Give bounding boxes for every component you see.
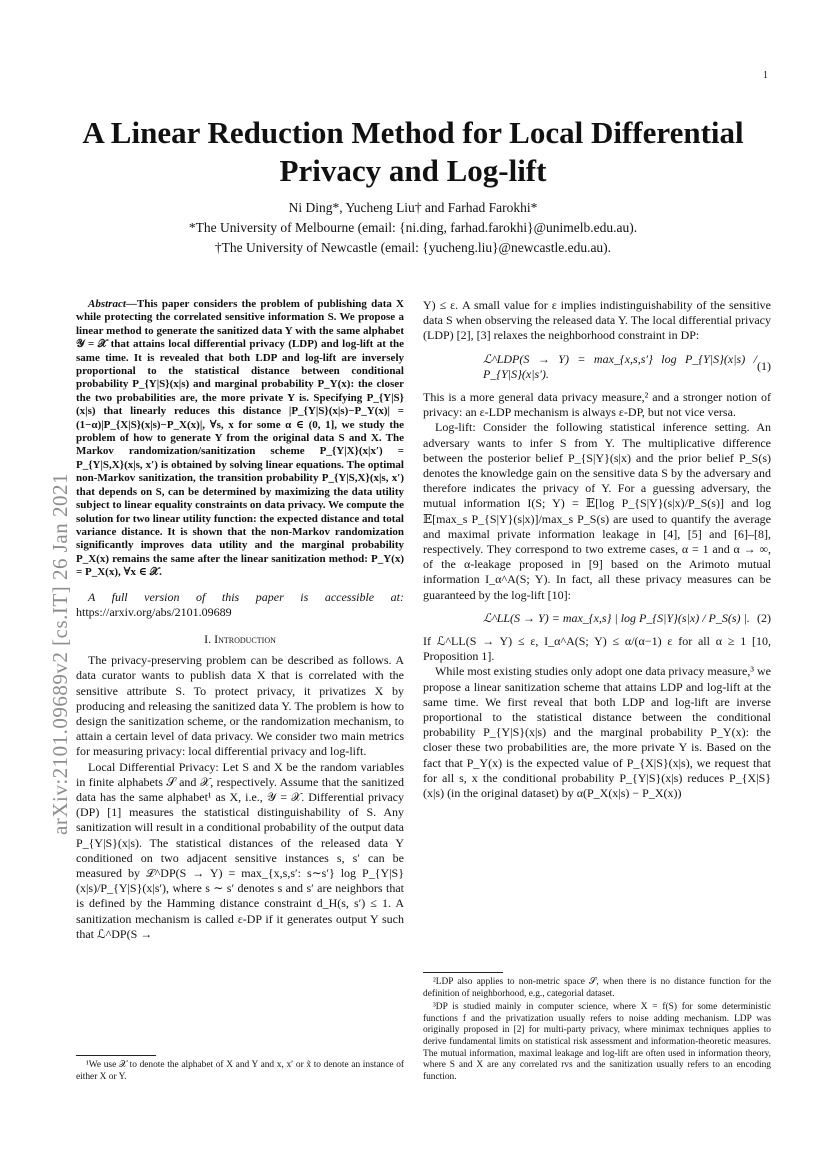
intro-paragraph-ldp: Local Differential Privacy: Let S and X be the random variables in finite alphabets 𝒮 and 𝒳, respectively. Assume that the sanitized data has the same alphabet¹ as X, i.e., 𝒴 = 𝒳. Differential privacy (DP) [1] measures the statistical distinguishability of S. Any sanitization will result in a conditional probability of the output data P_{Y|S}(x|s). The statistical distances of the released data Y conditioned on two adjacent sensitive instances s, s′ can be measured by ℒ^DP(S → Y) = max_{x,s,s′: s∼s′} log P_{Y|S}(x|s)/P_{Y|S}(x|s′), where s ∼ s′ denotes s and s′ are neighbors that is defined by the Hamming distance constraint d_H(s, s′) ≤ 1. A sanitization mechanism is called ε-DP if it generates output Y such that ℒ^DP(S → [76, 759, 404, 941]
full-version-text: A full version of this paper is accessible at: [88, 589, 404, 604]
paper-title: A Linear Reduction Method for Local Differential Privacy and Log-lift [82, 115, 744, 188]
footnote-3: ³DP is studied mainly in computer science, where X = f(S) for some deterministic functions f and the privatization usually refers to noise adding mechanism. LDP was originally proposed in [2] for multi-party privacy, where minimax techniques applies to derive fundamental limits on statistical risk assessment and information-theoretic measures. The mutual information, maximal leakage and log-lift are often used in information theory, where S and X are any correlated rvs and the sanitization usually refers to an encoding function. [423, 1002, 771, 1082]
author-names: Ni Ding*, Yucheng Liu† and Farhad Farokhi* [288, 200, 538, 215]
section-heading-introduction: I. Introduction [204, 631, 276, 646]
footnote-rule [76, 1055, 156, 1056]
footnote-rule-right [423, 972, 503, 973]
full-version-note [76, 590, 404, 620]
arxiv-stamp: arXiv:2101.09689v2 [cs.IT] 26 Jan 2021 [48, 473, 72, 835]
left-column [76, 298, 404, 942]
full-version-link[interactable]: https://arxiv.org/abs/2101.09689 [76, 604, 232, 619]
equation-2-number: (2) [757, 610, 771, 625]
equation-1-number: (1) [757, 359, 771, 374]
page-number: 1 [763, 70, 768, 81]
right-column [423, 298, 771, 801]
right-footnotes [423, 962, 771, 1085]
right-paragraph-2: This is a more general data privacy measure,² and a stronger notion of privacy: an ε-LDP mechanism is always ε-DP, but not vice versa. [423, 390, 771, 420]
right-paragraph-5: While most existing studies only adopt one data privacy measure,³ we propose a linear sanitization scheme that attains LDP and log-lift at the same time. We first reveal that both LDP and log-lift are inverse proportional to the statistical distance between the conditional probability P_{Y|S}(x|s) and the marginal probability P_Y(x): the closer these two probabilities are, the more private Y is. Based on the fact that P_Y(x) is the expected value of P_{X|S}(x|s), we request that for all s, x the conditional probability P_{Y|S}(x|s) reduces P_{X|S}(x|s) (in the original dataset) by α(P_X(x|s) − P_X(x)) [423, 664, 771, 801]
affiliation-newcastle: †The University of Newcastle (email: {yucheng.liu}@newcastle.edu.au). [214, 240, 612, 255]
footnote-2: ²LDP also applies to non-metric space 𝒮, when there is no distance function for the definition of neighborhood, e.g., categorial dataset. [423, 977, 771, 999]
right-paragraph-1: Y) ≤ ε. A small value for ε implies indistinguishability of the sensitive data S when observing the released data Y. The local differential privacy (LDP) [2], [3] relaxes the neighborhood constraint in DP: [423, 298, 771, 343]
abstract-label: Abstract— [88, 298, 137, 310]
affiliation-melbourne: *The University of Melbourne (email: {ni.ding, farhad.farokhi}@unimelb.edu.au). [188, 220, 638, 235]
right-paragraph-4: If ℒ^LL(S → Y) ≤ ε, I_α^A(S; Y) ≤ α/(α−1) ε for all α ≥ 1 [10, Proposition 1]. [423, 634, 771, 664]
intro-paragraph-1: The privacy-preserving problem can be described as follows. A data curator wants to publish data X that is correlated with the sensitive attribute S. To protect privacy, it privatizes X by producing and releasing the sanitized data Y. The problem is how to design the sanitization scheme, or the randomization mechanism, to attain a certain level of data privacy. We consider two main metrics for measuring privacy: local differential privacy and log-lift. [76, 653, 404, 759]
equation-2-body: ℒ^LL(S → Y) = max_{x,s} | log P_{S|Y}(s|x) / P_S(s) |. [483, 610, 750, 625]
author-block [60, 198, 766, 258]
equation-2 [423, 611, 771, 626]
abstract-text: This paper considers the problem of publishing data X while protecting the correlated sensitive information S. We propose a linear method to generate the sanitized data Y with the same alphabet 𝒴 = 𝒳 that attains local differential privacy (LDP) and log-lift at the same time. It is revealed that both LDP and log-lift are inversely proportional to the statistical distance between conditional probability P_{Y|S}(x|s) and marginal probability P_Y(x): the closer the two probabilities are, the more private Y is. Specifying P_{Y|S}(x|s) that linearly reduces this distance |P_{Y|S}(x|s)−P_Y(x)| = (1−α)|P_{X|S}(x|s)−P_X(x)|, ∀s, x for some α ∈ (0, 1], we study the problem of how to generate Y from the original data S and X. The Markov randomization/sanitization scheme P_{Y|X}(x|x′) = P_{Y|S,X}(x|s, x′) is obtained by solving linear equations. The optimal non-Markov sanitization, the transition probability P_{Y|S,X}(x|s, x′) that depends on S, can be determined by maximizing the data utility subject to linear equality constraints on data privacy. We compute the solution for two linear utility function: the expected distance and total variance distance. It is shown that the non-Markov randomization significantly improves data utility and the marginal probability P_X(x) remains the same after the linear sanitization method: P_Y(x) = P_X(x), ∀x ∈ 𝒳. [76, 298, 404, 579]
equation-1 [423, 352, 771, 382]
abstract [76, 298, 404, 580]
log-lift-paragraph: Log-lift: Consider the following statistical inference setting. An adversary wants to infer S from Y. The multiplicative difference between the posterior belief P_{S|Y}(s|x) and the prior belief P_S(s) denotes the knowledge gain on the sensitive data S by the adversary and therefore indicates the privacy of Y. For a guessing adversary, the mutual information I(S; Y) = 𝔼[log P_{S|Y}(s|x)/P_S(s)] and log 𝔼[max_s P_{S|Y}(s|x)]/max_s P_S(s) are used to quantify the average and maximal private information leakage in [4], [5] and [6]–[8], respectively. They correspond to two extreme cases, α = 1 and α → ∞, of the α-leakage proposed in [9] based on the Arimoto mutual information I_α^A(S; Y). In fact, all these privacy measures can be guaranteed by the log-lift [10]: [423, 420, 771, 602]
footnote-1: ¹We use 𝒳 to denote the alphabet of X and Y and x, x′ or x̃ to denote an instance of either X or Y. [76, 1060, 404, 1082]
left-footnotes [76, 1045, 404, 1085]
equation-1-body: ℒ^LDP(S → Y) = max_{x,s,s′} log P_{Y|S}(x|s) / P_{Y|S}(x|s′). [483, 351, 757, 381]
